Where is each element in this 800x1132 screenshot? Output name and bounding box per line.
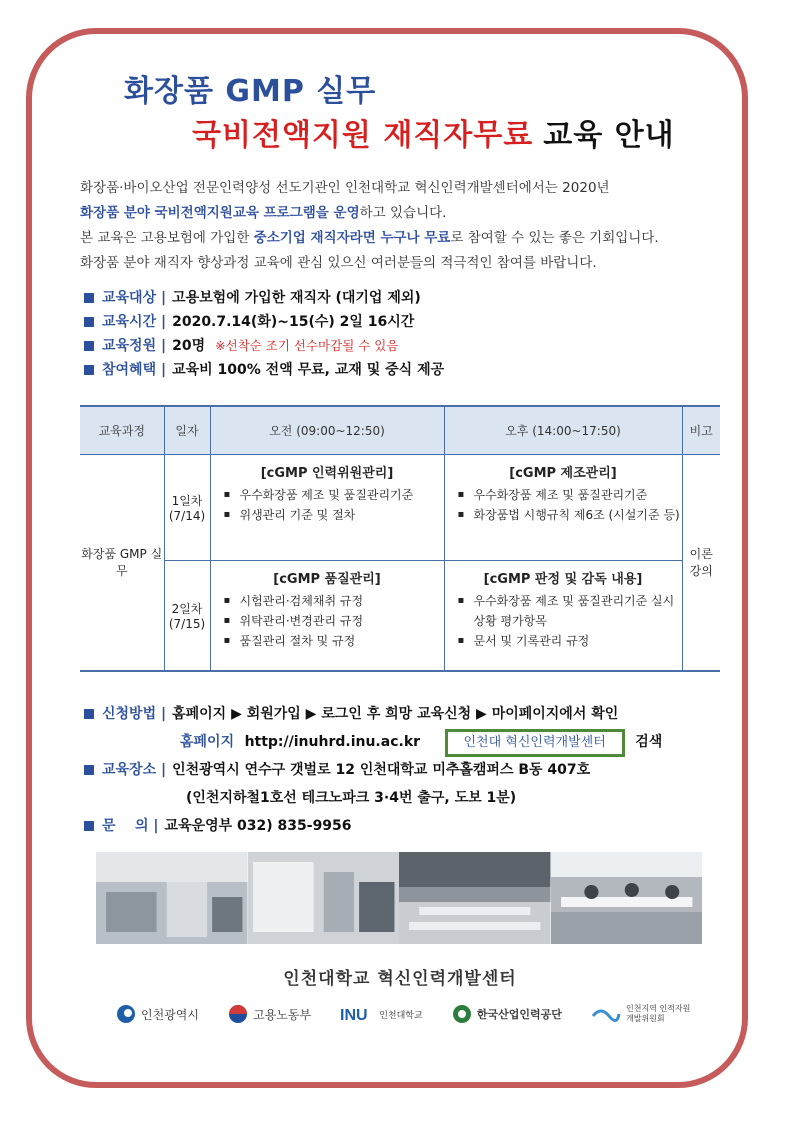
info-value: 2020.7.14(화)~15(수) 2일 16시간 xyxy=(172,314,415,330)
place-row xyxy=(84,756,662,784)
schedule-table xyxy=(80,405,720,672)
rc-logo xyxy=(591,1004,696,1024)
intro-line xyxy=(80,226,730,251)
intro-text: 본 교육은 고용보험에 가입한 xyxy=(80,230,254,246)
session-title: [cGMP 인력위원관리] xyxy=(260,466,394,481)
info-label: 교육시간 | xyxy=(102,314,167,330)
photo-strip xyxy=(96,852,702,944)
list-item: ▪ 시험관리·검체채취 규정 xyxy=(240,591,443,611)
intro-text: 로 참여할 수 있는 좋은 기회입니다. xyxy=(450,230,659,246)
list-item: ▪ 우수화장품 제조 및 품질관리기준 xyxy=(240,485,443,505)
place-sub-row xyxy=(84,784,662,812)
am-cell xyxy=(210,561,444,671)
column-header: 오후 (14:00~17:50) xyxy=(444,406,682,455)
list-item: ▪ 위생관리 기준 및 절차 xyxy=(240,505,443,525)
apply-method-row xyxy=(84,700,662,728)
lab-photo xyxy=(248,852,400,944)
session-title: [cGMP 판정 및 감독 내용] xyxy=(483,572,643,587)
intro-emphasis: 화장품 분야 국비전액지원교육 프로그램을 운영 xyxy=(80,205,360,221)
table-row xyxy=(80,455,720,561)
title-line1: 화장품 GMP 실무 xyxy=(124,74,377,109)
homepage-label: 홈페이지 xyxy=(180,734,235,750)
svg-text:INU: INU xyxy=(340,1007,368,1024)
info-value: 교육비 100% 전액 무료, 교재 및 중식 제공 xyxy=(172,362,445,378)
pm-cell xyxy=(444,561,682,671)
list-item: ▪ 품질관리 절차 및 규정 xyxy=(240,631,443,651)
session-title: [cGMP 품질관리] xyxy=(273,572,381,587)
info-label: 문 의 | xyxy=(102,818,159,834)
search-keyword-box: 인천대 혁신인력개발센터 xyxy=(445,729,625,757)
apply-method: 홈페이지 ▶ 회원가입 ▶ 로그인 후 희망 교육신청 ▶ 마이페이지에서 확인 xyxy=(172,706,619,722)
remark-cell: 이론 강의 xyxy=(682,455,720,671)
bullet-square-icon xyxy=(84,709,94,719)
info-row-capacity xyxy=(84,334,444,358)
inu-logo xyxy=(340,1004,422,1024)
intro-text: 하고 있습니다. xyxy=(359,205,447,221)
info-label: 교육대상 | xyxy=(102,290,167,306)
intro-line: 화장품·바이오산업 전문인력양성 선도기관인 인천대학교 혁신인력개발센터에서는 2020년 xyxy=(80,180,610,196)
info-list xyxy=(84,286,444,382)
day-cell: 2일차 (7/15) xyxy=(164,561,210,671)
bullet-square-icon xyxy=(84,341,94,351)
info-row-target xyxy=(84,286,444,310)
ministry-labor-logo xyxy=(228,1004,311,1024)
info-label: 교육정원 | xyxy=(102,338,167,354)
place-sub: (인천지하철1호선 테크노파크 3·4번 출구, 도보 1분) xyxy=(186,790,517,806)
lab-photo xyxy=(96,852,248,944)
logo-label: 고용노동부 xyxy=(253,1007,312,1022)
logo-label: 인천대학교 xyxy=(379,1010,423,1021)
homepage-link[interactable]: http://inuhrd.inu.ac.kr xyxy=(244,734,421,750)
contact-value: 교육운영부 032) 835-9956 xyxy=(164,818,352,834)
bullet-square-icon xyxy=(84,821,94,831)
logo-strip xyxy=(116,1004,696,1024)
column-header: 비고 xyxy=(682,406,720,455)
classroom-photo xyxy=(399,852,551,944)
column-header: 오전 (09:00~12:50) xyxy=(210,406,444,455)
session-title: [cGMP 제조관리] xyxy=(509,466,617,481)
info-value: 고용보험에 가입한 재직자 (대기업 제외) xyxy=(172,290,421,306)
info-label: 신청방법 | xyxy=(102,706,167,722)
table-header-row xyxy=(80,406,720,455)
list-item: ▪ 우수화장품 제조 및 품질관리기준 실시상황 평가항목 xyxy=(474,591,681,631)
day-cell: 1일차 (7/14) xyxy=(164,455,210,561)
logo-label: 인천지역 인적자원개발위원회 xyxy=(626,1004,691,1023)
info-label: 교육장소 | xyxy=(102,762,167,778)
intro-paragraph xyxy=(80,176,730,276)
place-value: 인천광역시 연수구 갯벌로 12 인천대학교 미추홀캠퍼스 B동 407호 xyxy=(172,762,591,778)
bullet-square-icon xyxy=(84,765,94,775)
bullet-square-icon xyxy=(84,317,94,327)
bullet-square-icon xyxy=(84,365,94,375)
homepage-row xyxy=(84,728,662,756)
logo-label: 인천광역시 xyxy=(141,1007,199,1022)
org-name: 인천대학교 혁신인력개발센터 xyxy=(283,969,517,989)
classroom-photo xyxy=(551,852,703,944)
info-row-benefit xyxy=(84,358,444,382)
bullet-square-icon xyxy=(84,293,94,303)
search-word: 검색 xyxy=(635,734,663,750)
hrdkorea-logo xyxy=(452,1004,562,1024)
intro-emphasis: 중소기업 재직자라면 누구나 무료 xyxy=(253,230,451,246)
title-line2 xyxy=(192,110,675,154)
am-cell xyxy=(210,455,444,561)
list-item: ▪ 위탁관리·변경관리 규정 xyxy=(240,611,443,631)
intro-line xyxy=(80,201,730,226)
info-note: ※선착순 조기 선수마감될 수 있음 xyxy=(215,338,399,353)
column-header: 교육과정 xyxy=(80,406,164,455)
title-highlight: 국비전액지원 재직자무료 xyxy=(192,118,534,153)
info-row-time xyxy=(84,310,444,334)
column-header: 일자 xyxy=(164,406,210,455)
pm-cell xyxy=(444,455,682,561)
apply-section xyxy=(84,700,662,840)
incheon-city-logo xyxy=(116,1004,199,1024)
logo-label: 한국산업인력공단 xyxy=(476,1008,562,1021)
info-value: 20명 xyxy=(172,338,206,354)
intro-line: 화장품 분야 재직자 향상과정 교육에 관심 있으신 여러분들의 적극적인 참여를 바랍니다. xyxy=(80,255,597,271)
title-suffix: 교육 안내 xyxy=(543,118,675,153)
list-item: ▪ 화장품법 시행규칙 제6조 (시설기준 등) xyxy=(474,505,681,525)
contact-row xyxy=(84,812,662,840)
list-item: ▪ 문서 및 기록관리 규정 xyxy=(474,631,681,651)
list-item: ▪ 우수화장품 제조 및 품질관리기준 xyxy=(474,485,681,505)
table-row xyxy=(80,561,720,671)
info-label: 참여혜택 | xyxy=(102,362,167,378)
course-cell: 화장품 GMP 실무 xyxy=(80,455,164,671)
